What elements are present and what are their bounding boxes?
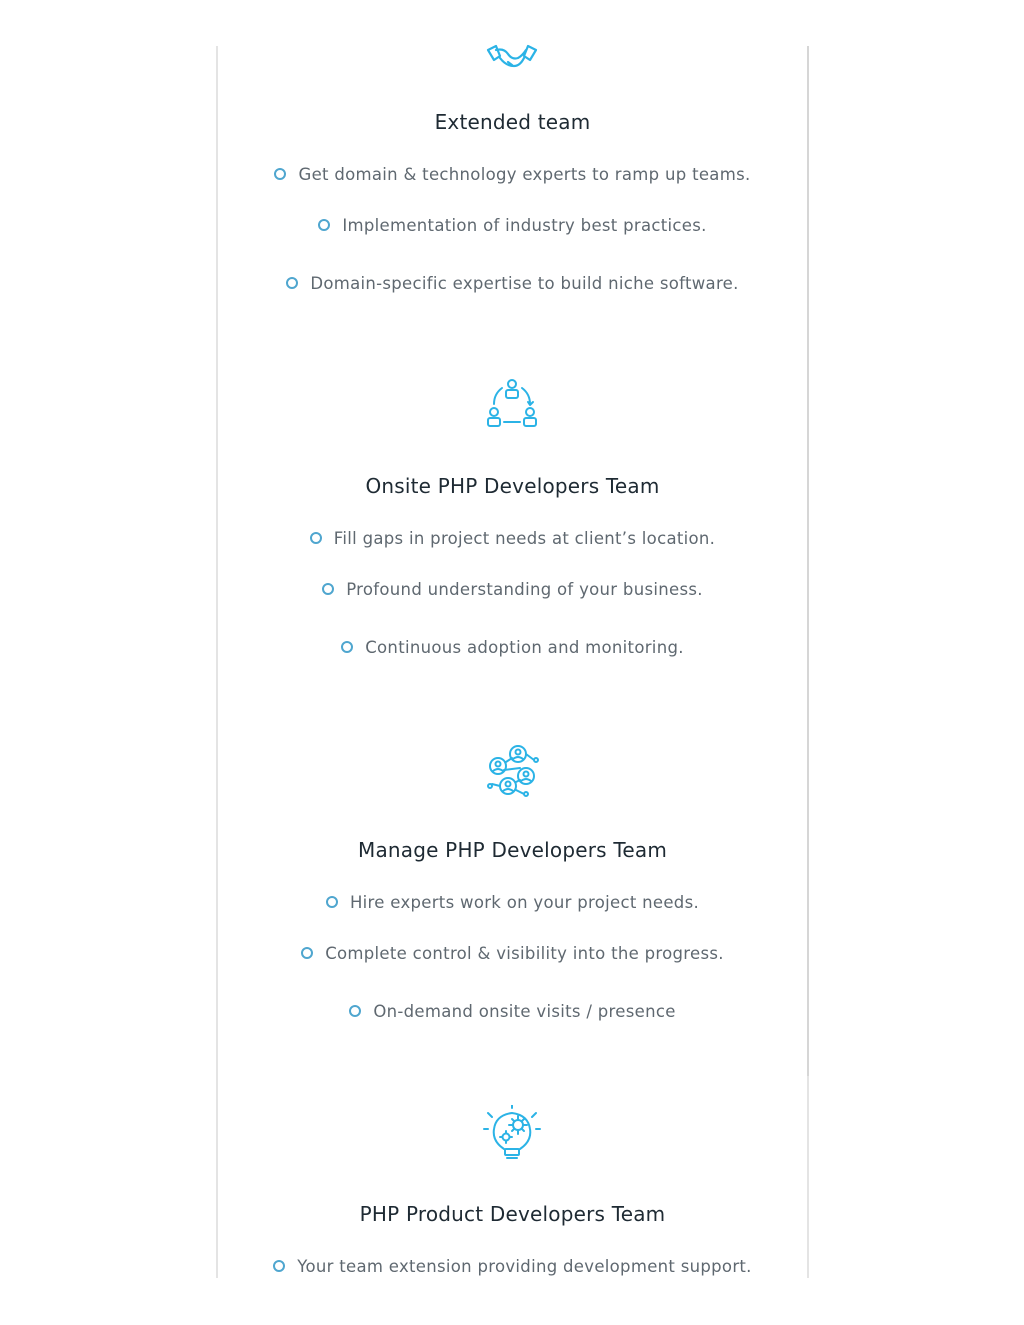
bullet-circle-icon bbox=[301, 947, 313, 959]
bullet-item: Profound understanding of your business. bbox=[218, 580, 807, 599]
bullet-circle-icon bbox=[273, 1260, 285, 1272]
bullet-circle-icon bbox=[274, 168, 286, 180]
bullet-circle-icon bbox=[286, 277, 298, 289]
bullet-item: Get domain & technology experts to ramp up teams. bbox=[218, 165, 807, 184]
bullet-circle-icon bbox=[322, 583, 334, 595]
section-title: Manage PHP Developers Team bbox=[357, 838, 668, 862]
section-title: Extended team bbox=[434, 110, 591, 134]
bullet-item: Domain-specific expertise to build niche software. bbox=[218, 274, 807, 293]
section-title: Onsite PHP Developers Team bbox=[365, 474, 660, 498]
bullet-item: Implementation of industry best practices. bbox=[218, 216, 807, 235]
bullet-item: Fill gaps in project needs at client’s location. bbox=[218, 529, 807, 548]
bullet-circle-icon bbox=[341, 641, 353, 653]
network-people-icon bbox=[482, 740, 542, 800]
bullet-item: Hire experts work on your project needs. bbox=[218, 893, 807, 912]
bullet-circle-icon bbox=[318, 219, 330, 231]
onsite-team-cycle-icon bbox=[482, 374, 542, 434]
bullet-circle-icon bbox=[310, 532, 322, 544]
bullet-item: On-demand onsite visits / presence bbox=[218, 1002, 807, 1021]
section-title: PHP Product Developers Team bbox=[359, 1202, 666, 1226]
bullet-circle-icon bbox=[326, 896, 338, 908]
bullet-item: Complete control & visibility into the progress. bbox=[218, 944, 807, 963]
handshake-icon bbox=[482, 28, 542, 88]
bullet-item: Your team extension providing development support. bbox=[218, 1257, 807, 1276]
bullet-item: Continuous adoption and monitoring. bbox=[218, 638, 807, 657]
bullet-circle-icon bbox=[349, 1005, 361, 1017]
frame-right-border bbox=[807, 46, 809, 1278]
idea-gear-bulb-icon bbox=[482, 1105, 542, 1165]
